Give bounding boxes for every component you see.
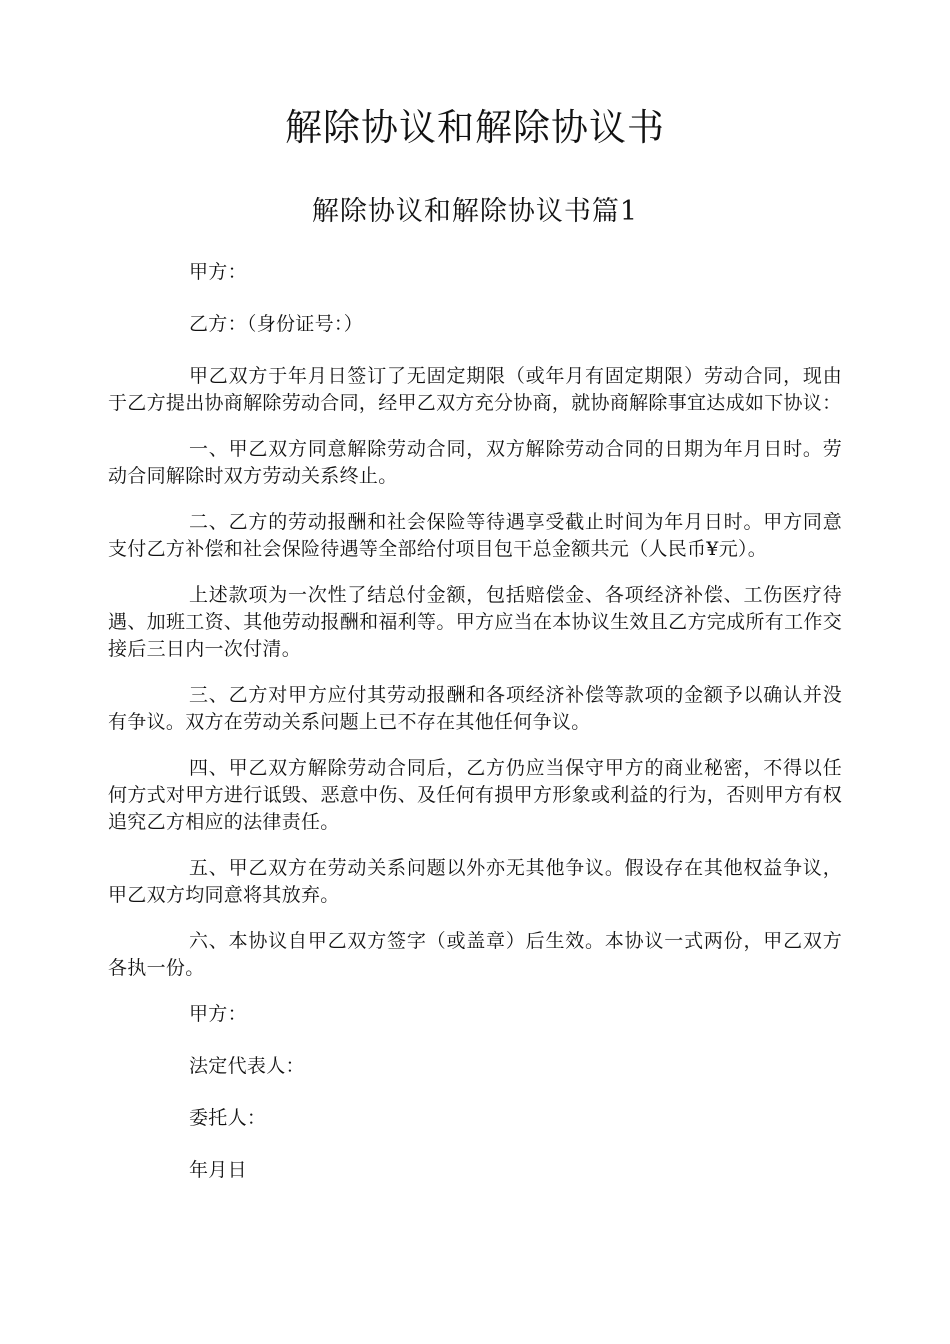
clause-3: 三、乙方对甲方应付其劳动报酬和各项经济补偿等款项的金额予以确认并没有争议。双方在劳动关系问题上已不存在其他任何争议。: [108, 684, 842, 733]
party-b-label: 乙方：（身份证号：）: [189, 313, 364, 335]
signature-legal-representative: 法定代表人：: [189, 1055, 305, 1077]
payment-paragraph: 上述款项为一次性了结总付金额，包括赔偿金、各项经济补偿、工伤医疗待遇、加班工资、其他劳动报酬和福利等。甲方应当在本协议生效且乙方完成所有工作交接后三日内一次付清。: [108, 584, 842, 660]
clause-2: 二、乙方的劳动报酬和社会保险等待遇享受截止时间为年月日时。甲方同意支付乙方补偿和社会保险待遇等全部给付项目包干总金额共元（人民币¥元）。: [108, 511, 842, 560]
document-body: [108, 259, 842, 1209]
clause-6: 六、本协议自甲乙双方签字（或盖章）后生效。本协议一式两份，甲乙双方各执一份。: [108, 930, 842, 979]
clause-4: 四、甲乙双方解除劳动合同后，乙方仍应当保守甲方的商业秘密，不得以任何方式对甲方进行诋毁、恶意中伤、及任何有损甲方形象或利益的行为，否则甲方有权追究乙方相应的法律责任。: [108, 757, 842, 833]
document-title: 解除协议和解除协议书: [285, 106, 665, 149]
signature-party-a: 甲方：: [189, 1003, 247, 1025]
signature-agent: 委托人：: [189, 1107, 267, 1129]
signature-date: 年月日: [189, 1159, 247, 1181]
document-subtitle: 解除协议和解除协议书篇1: [311, 196, 639, 227]
clause-5: 五、甲乙双方在劳动关系问题以外亦无其他争议。假设存在其他权益争议，甲乙双方均同意将其放弃。: [108, 857, 842, 906]
preamble-paragraph: 甲乙双方于年月日签订了无固定期限（或年月有固定期限）劳动合同，现由于乙方提出协商解除劳动合同，经甲乙双方充分协商，就协商解除事宜达成如下协议：: [108, 365, 842, 414]
party-a-label: 甲方：: [189, 261, 247, 283]
clause-1: 一、甲乙双方同意解除劳动合同，双方解除劳动合同的日期为年月日时。劳动合同解除时双方劳动关系终止。: [108, 438, 842, 487]
